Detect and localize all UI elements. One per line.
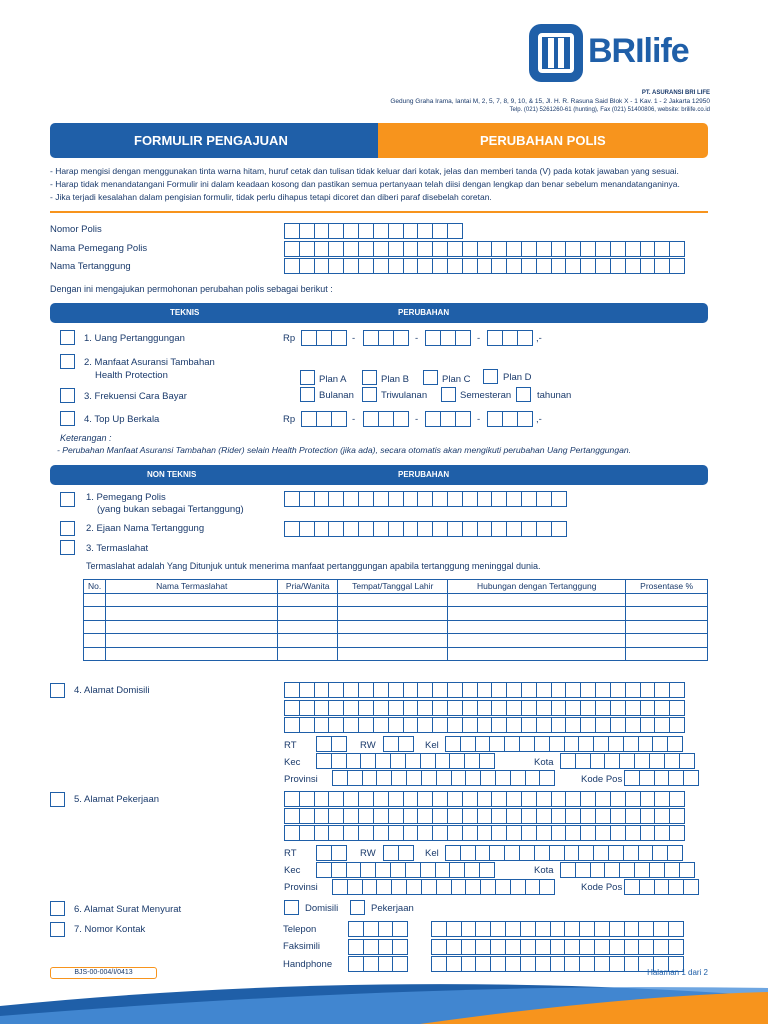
- instruction-3: - Jika terjadi kesalahan dalam pengisian formulir, tidak perlu dihapus tetapi dicoret dan diberi paraf disebelah coretan.: [50, 192, 492, 202]
- label-alamat-pekerjaan: 5. Alamat Pekerjaan: [74, 794, 160, 805]
- input-up-4[interactable]: [487, 330, 531, 346]
- input-domisili-rt[interactable]: [316, 736, 346, 752]
- input-domisili-line-2[interactable]: [284, 700, 684, 716]
- input-pekerjaan-line-3[interactable]: [284, 825, 684, 841]
- input-topup-1[interactable]: [301, 411, 345, 427]
- nonteknis-header: NON TEKNIS PERUBAHAN: [50, 465, 708, 485]
- input-pekerjaan-rt[interactable]: [316, 845, 346, 861]
- title-bar-left: [50, 123, 380, 158]
- label-plan-a: Plan A: [319, 374, 347, 385]
- intro-text: Dengan ini mengajukan permohonan perubahan polis sebagai berikut :: [50, 284, 333, 294]
- table-row[interactable]: [84, 607, 708, 621]
- dash: -: [415, 333, 419, 344]
- dash: -: [352, 414, 356, 425]
- logo-text: BRIlife: [588, 32, 689, 70]
- checkbox-uang-pertanggungan[interactable]: [60, 330, 75, 345]
- input-telepon-nomor[interactable]: [431, 921, 683, 937]
- dash: -: [477, 333, 481, 344]
- checkbox-tahunan[interactable]: [516, 387, 531, 402]
- checkbox-plan-b[interactable]: [362, 370, 377, 385]
- table-row[interactable]: [84, 593, 708, 607]
- input-pekerjaan-kota[interactable]: [560, 862, 693, 878]
- page-number: Halaman 1 dari 2: [647, 968, 708, 977]
- checkbox-bulanan[interactable]: [300, 387, 315, 402]
- input-handphone-nomor[interactable]: [431, 956, 683, 972]
- input-domisili-kodepos[interactable]: [624, 770, 698, 786]
- input-up-3[interactable]: [425, 330, 469, 346]
- label-handphone: Handphone: [283, 959, 333, 970]
- table-row[interactable]: [84, 647, 708, 661]
- label-health-protection: Health Protection: [95, 370, 168, 381]
- footer-wave: [0, 976, 768, 1024]
- label-frekuensi: 3. Frekuensi Cara Bayar: [84, 391, 187, 402]
- beneficiary-table: [83, 579, 708, 661]
- input-domisili-line-1[interactable]: [284, 682, 684, 698]
- label-nomor-polis: Nomor Polis: [50, 224, 102, 235]
- label-tertanggung: Nama Tertanggung: [50, 261, 131, 272]
- input-tertanggung[interactable]: [284, 258, 684, 274]
- input-faksimili-kode[interactable]: [348, 939, 407, 955]
- dash: -: [477, 414, 481, 425]
- label-provinsi: Provinsi: [284, 882, 318, 893]
- title-left: FORMULIR PENGAJUAN: [134, 133, 288, 148]
- input-up-2[interactable]: [363, 330, 407, 346]
- input-nt-pemegang[interactable]: [284, 491, 565, 507]
- label-kel: Kel: [425, 740, 439, 751]
- col-nama: Nama Termaslahat: [106, 580, 278, 594]
- label-ejaan-nama: 2. Ejaan Nama Tertanggung: [86, 523, 205, 534]
- checkbox-surat-domisili[interactable]: [284, 900, 299, 915]
- company-address: Gedung Graha Irama, lantai M, 2, 5, 7, 8, 9, 10, & 15, Jl. H. R. Rasuna Said Blok X - 1 Kav. 1 - 2 Jakarta 12950: [390, 98, 710, 105]
- input-pemegang-polis[interactable]: [284, 241, 684, 257]
- input-domisili-kec[interactable]: [316, 753, 494, 769]
- input-topup-3[interactable]: [425, 411, 469, 427]
- label-alamat-domisili: 4. Alamat Domisili: [74, 685, 150, 696]
- rp-label-2: Rp: [283, 414, 296, 425]
- input-pekerjaan-kodepos[interactable]: [624, 879, 698, 895]
- input-faksimili-nomor[interactable]: [431, 939, 683, 955]
- checkbox-pemegang-polis[interactable]: [60, 492, 75, 507]
- label-rt: RT: [284, 848, 297, 859]
- input-handphone-kode[interactable]: [348, 956, 407, 972]
- checkbox-alamat-domisili[interactable]: [50, 683, 65, 698]
- comma-dash: ,-: [536, 333, 542, 344]
- input-pekerjaan-rw[interactable]: [383, 845, 413, 861]
- instruction-1: - Harap mengisi dengan menggunakan tinta warna hitam, huruf cetak dan tulisan tidak keluar dari kotak, jelas dan memberi tanda (V) pada kotak jawaban yang sesuai.: [50, 166, 679, 176]
- input-domisili-provinsi[interactable]: [332, 770, 554, 786]
- input-pekerjaan-line-1[interactable]: [284, 791, 684, 807]
- checkbox-frekuensi[interactable]: [60, 388, 75, 403]
- input-ejaan-nama[interactable]: [284, 521, 565, 537]
- checkbox-alamat-surat[interactable]: [50, 901, 65, 916]
- checkbox-plan-a[interactable]: [300, 370, 315, 385]
- checkbox-alamat-pekerjaan[interactable]: [50, 792, 65, 807]
- table-row[interactable]: [84, 620, 708, 634]
- teknis-header: TEKNIS PERUBAHAN: [50, 303, 708, 323]
- checkbox-semesteran[interactable]: [441, 387, 456, 402]
- dash: -: [415, 414, 419, 425]
- termaslahat-description: Termaslahat adalah Yang Ditunjuk untuk menerima manfaat pertanggungan apabila tertanggung meninggal dunia.: [86, 561, 541, 571]
- label-plan-c: Plan C: [442, 374, 471, 385]
- label-kec: Kec: [284, 865, 301, 876]
- label-pemegang-polis: Nama Pemegang Polis: [50, 243, 148, 254]
- label-bulanan: Bulanan: [319, 390, 354, 401]
- label-semesteran: Semesteran: [460, 390, 512, 401]
- table-header-row: [84, 580, 708, 594]
- label-surat-domisili: Domisili: [305, 903, 339, 914]
- comma-dash: ,-: [536, 414, 542, 425]
- checkbox-top-up[interactable]: [60, 411, 75, 426]
- label-nt-pemegang-sub: (yang bukan sebagai Tertanggung): [97, 504, 244, 515]
- note-text: - Perubahan Manfaat Asuransi Tambahan (Rider) selain Health Protection (jika ada), secara otomatis akan mengikuti perubahan Uang Pertanggungan.: [57, 445, 632, 455]
- input-telepon-kode[interactable]: [348, 921, 407, 937]
- input-topup-4[interactable]: [487, 411, 531, 427]
- orange-divider: [50, 211, 708, 213]
- checkbox-plan-d[interactable]: [483, 369, 498, 384]
- label-kec: Kec: [284, 757, 301, 768]
- label-provinsi: Provinsi: [284, 774, 318, 785]
- col-no: No.: [84, 580, 106, 594]
- company-contact: Telp. (021) 5261260-61 (hunting), Fax (021) 51400806, website: brilife.co.id: [509, 107, 710, 113]
- input-up-1[interactable]: [301, 330, 345, 346]
- note-title: Keterangan :: [60, 433, 112, 443]
- instruction-2: - Harap tidak menandatangani Formulir ini dalam keadaan kosong dan pastikan semua pertanyaan telah diisi dengan lengkap dan benar sebelum menandatanganinya.: [50, 179, 680, 189]
- label-termaslahat: 3. Termaslahat: [86, 543, 149, 554]
- rp-label-1: Rp: [283, 333, 296, 344]
- label-faksimili: Faksimili: [283, 941, 320, 952]
- dash: -: [352, 333, 356, 344]
- logo: [529, 24, 583, 82]
- label-rw: RW: [360, 740, 376, 751]
- label-rt: RT: [284, 740, 297, 751]
- title-right: PERUBAHAN POLIS: [480, 133, 606, 148]
- label-kota: Kota: [534, 865, 554, 876]
- label-nomor-kontak: 7. Nomor Kontak: [74, 924, 146, 935]
- input-pekerjaan-kec[interactable]: [316, 862, 494, 878]
- company-name: PT. ASURANSI BRI LIFE: [641, 90, 710, 96]
- label-surat-pekerjaan: Pekerjaan: [371, 903, 414, 914]
- col-jenis-kelamin: Pria/Wanita: [278, 580, 338, 594]
- input-domisili-kota[interactable]: [560, 753, 693, 769]
- label-plan-b: Plan B: [381, 374, 409, 385]
- checkbox-manfaat-tambahan[interactable]: [60, 354, 75, 369]
- label-triwulanan: Triwulanan: [381, 390, 428, 401]
- label-rw: RW: [360, 848, 376, 859]
- input-domisili-rw[interactable]: [383, 736, 413, 752]
- checkbox-surat-pekerjaan[interactable]: [350, 900, 365, 915]
- label-manfaat-tambahan: 2. Manfaat Asuransi Tambahan: [84, 357, 215, 368]
- label-kota: Kota: [534, 757, 554, 768]
- title-bar-right: [378, 123, 708, 158]
- label-kode-pos: Kode Pos: [581, 882, 623, 893]
- label-top-up: 4. Top Up Berkala: [84, 414, 160, 425]
- col-ttl: Tempat/Tanggal Lahir: [338, 580, 448, 594]
- label-tahunan: tahunan: [537, 390, 572, 401]
- input-pekerjaan-line-2[interactable]: [284, 808, 684, 824]
- label-alamat-surat: 6. Alamat Surat Menyurat: [74, 904, 182, 915]
- label-plan-d: Plan D: [503, 372, 532, 383]
- input-pekerjaan-provinsi[interactable]: [332, 879, 554, 895]
- input-topup-2[interactable]: [363, 411, 407, 427]
- label-kel: Kel: [425, 848, 439, 859]
- input-pekerjaan-kel[interactable]: [445, 845, 682, 861]
- input-domisili-kel[interactable]: [445, 736, 682, 752]
- label-telepon: Telepon: [283, 924, 317, 935]
- label-uang-pertanggungan: 1. Uang Pertanggungan: [84, 333, 185, 344]
- label-kode-pos: Kode Pos: [581, 774, 623, 785]
- label-nt-pemegang: 1. Pemegang Polis: [86, 492, 166, 503]
- checkbox-plan-c[interactable]: [423, 370, 438, 385]
- input-nomor-polis[interactable]: [284, 223, 462, 239]
- col-hubungan: Hubungan dengan Tertanggung: [448, 580, 626, 594]
- checkbox-triwulanan[interactable]: [362, 387, 377, 402]
- input-domisili-line-3[interactable]: [284, 717, 684, 733]
- table-row[interactable]: [84, 634, 708, 648]
- col-prosentase: Prosentase %: [626, 580, 708, 594]
- form-code: BJS-00-004/I/0413: [74, 969, 133, 976]
- checkbox-nomor-kontak[interactable]: [50, 922, 65, 937]
- checkbox-ejaan-nama[interactable]: [60, 521, 75, 536]
- checkbox-termaslahat[interactable]: [60, 540, 75, 555]
